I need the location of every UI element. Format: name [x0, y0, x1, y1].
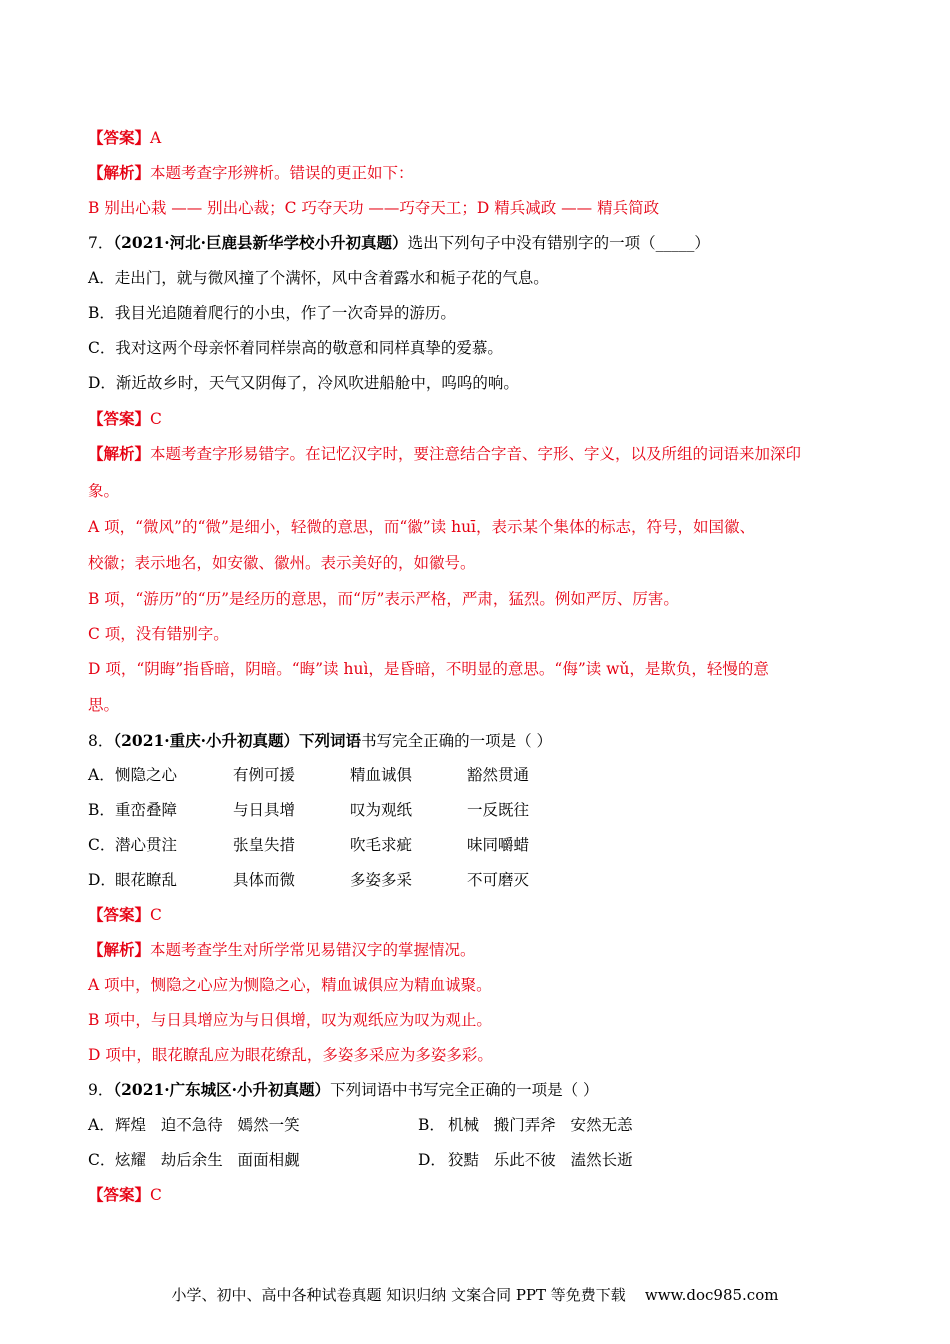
q7-item-d-cont: 思。	[88, 696, 120, 714]
q8-item-d: D 项中，眼花瞭乱应为眼花缭乱，多姿多采应为多姿多彩。	[88, 1046, 493, 1064]
q7-item-a-cont: 校徽；表示地名，如安徽、徽州。表示美好的，如徽号。	[88, 554, 476, 572]
q7-analysis: 【解析】本题考查字形易错字。在记忆汉字时，要注意结合字音、字形、字义，以及所组的词语来加深印	[88, 444, 802, 463]
q8-item-a: A 项中，恻隐之心应为恻隐之心，精血诚俱应为精血诚聚。	[88, 976, 492, 994]
q7-option-a: A．走出门，就与微风撞了个满怀，风中含着露水和栀子花的气息。	[88, 269, 549, 287]
q7-item-b: B 项，“游历”的“历”是经历的意思，而“厉”表示严格，严肃，猛烈。例如严厉、厉害。	[88, 590, 679, 608]
q7-answer: 【答案】C	[88, 409, 162, 428]
q8-stem: 8．（2021·重庆·小升初真题）下列词语书写完全正确的一项是（ ）	[88, 731, 552, 750]
q6-answer: 【答案】A	[88, 128, 162, 147]
q7-option-c: C．我对这两个母亲怀着同样崇高的敬意和同样真挚的爱慕。	[88, 339, 503, 357]
q7-item-c: C 项，没有错别字。	[88, 625, 229, 643]
q7-item-a: A 项，“微风”的“微”是细小，轻微的意思，而“徽”读 huī，表示某个集体的标志，符号，如国徽、	[88, 518, 756, 536]
q6-analysis: 【解析】本题考查字形辨析。错误的更正如下：	[88, 163, 414, 182]
q9-answer: 【答案】C	[88, 1185, 162, 1204]
q7-analysis-cont: 象。	[88, 482, 120, 500]
answer-label: 【答案】	[88, 128, 151, 147]
q8-answer: 【答案】C	[88, 905, 162, 924]
page-footer: 小学、初中、高中各种试卷真题 知识归纳 文案合同 PPT 等免费下载 www.doc985.com	[171, 1286, 779, 1304]
q7-option-b: B．我目光追随着爬行的小虫，作了一次奇异的游历。	[88, 304, 456, 322]
q9-source: （2021·广东城区·小升初真题）	[113, 1080, 331, 1099]
q8-source: （2021·重庆·小升初真题）下列词语	[113, 731, 362, 750]
q8-analysis: 【解析】本题考查学生对所学常见易错汉字的掌握情况。	[88, 940, 476, 959]
q7-stem: 7．（2021·河北·巨鹿县新华学校小升初真题）选出下列句子中没有错别字的一项（_____）	[88, 233, 710, 252]
q7-item-d: D 项，“阴晦”指昏暗，阴暗。“晦”读 huì，是昏暗，不明显的意思。“侮”读 wǔ，是欺负，轻慢的意	[88, 660, 769, 678]
q7-option-d: D．渐近故乡时，天气又阴侮了，冷风吹进船舱中，呜呜的响。	[88, 374, 519, 392]
q9-stem: 9．（2021·广东城区·小升初真题）下列词语中书写完全正确的一项是（ ）	[88, 1080, 599, 1099]
q8-item-b: B 项中，与日具增应为与日俱增，叹为观纸应为叹为观止。	[88, 1011, 492, 1029]
analysis-label: 【解析】	[88, 163, 151, 182]
q6-correction: B 别出心栽 —— 别出心裁；C 巧夺天功 ——巧夺天工；D 精兵减政 —— 精兵简政	[88, 199, 660, 217]
q7-source: （2021·河北·巨鹿县新华学校小升初真题）	[113, 233, 408, 252]
